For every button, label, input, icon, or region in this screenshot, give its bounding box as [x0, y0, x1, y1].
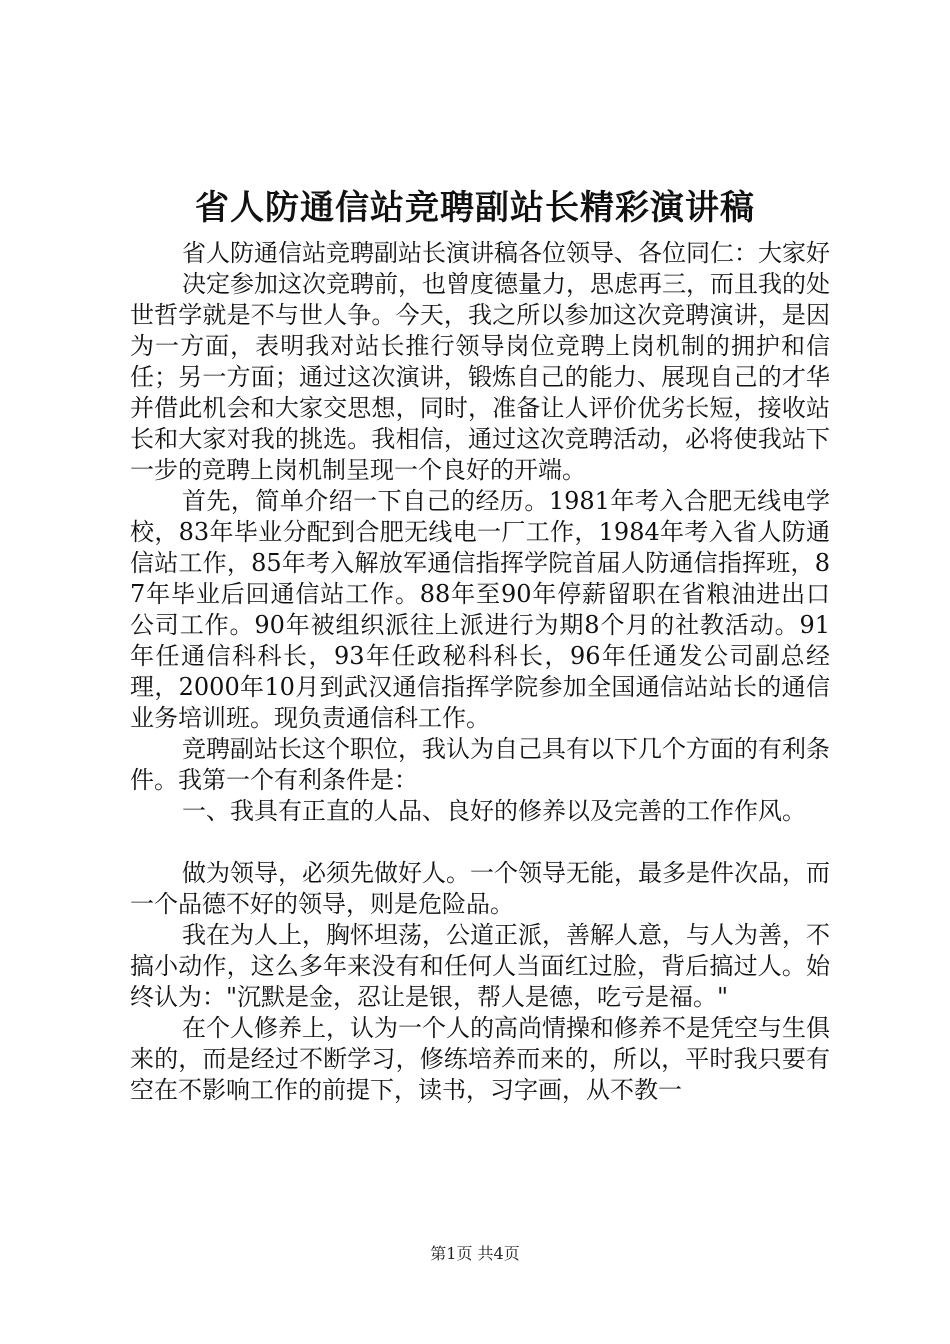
paragraph-leadership: 做为领导，必须先做好人。一个领导无能，最多是件次品，而一个品德不好的领导，则是危险品。 [130, 859, 830, 918]
paragraph-self-cultivation: 在个人修养上，认为一个人的高尚情操和修养不是凭空与生俱来的，而是经过不断学习，修练培养而来的，所以，平时我只要有空在不影响工作的前提下，读书，习字画，从不教一 [130, 1014, 830, 1104]
paragraph-heading-one: 一、我具有正直的人品、良好的修养以及完善的工作作风。 [182, 797, 806, 825]
page-footer: 第1页 共4页 [430, 1244, 520, 1263]
document-body [130, 238, 830, 1106]
paragraph-greeting: 省人防通信站竞聘副站长演讲稿各位领导、各位同仁：大家好 [182, 239, 830, 267]
paragraph-motivation: 决定参加这次竞聘前，也曾度德量力，思虑再三，而且我的处世哲学就是不与世人争。今天，我之所以参加这次竞聘演讲，是因为一方面，表明我对站长推行领导岗位竞聘上岗机制的拥护和信任；另一方面；通过这次演讲，锻炼自己的能力、展现自己的才华并借此机会和大家交思想，同时，准备让人评价优劣长短，接收站长和大家对我的挑选。我相信，通过这次竞聘活动，必将使我站下一步的竞聘上岗机制呈现一个良好的开端。 [130, 270, 830, 484]
paragraph-conditions-intro: 竞聘副站长这个职位，我认为自己具有以下几个方面的有利条件。我第一个有利条件是： [130, 735, 830, 794]
document-title: 省人防通信站竞聘副站长精彩演讲稿 [195, 188, 755, 228]
paragraph-experience: 首先，简单介绍一下自己的经历。1981年考入合肥无线电学校，83年毕业分配到合肥无线电一厂工作，1984年考入省人防通信站工作，85年考入解放军通信指挥学院首届人防通信指挥班，87年毕业后回通信站工作。88年至90年停薪留职在省粮油进出口公司工作。90年被组织派往上派进行为期8个月的社教活动。91年任通信科科长，93年任政秘科科长，96年任通发公司副总经理，2000年10月到武汉通信指挥学院参加全国通信站站长的通信业务培训班。现负责通信科工作。 [130, 487, 830, 732]
blank-line [130, 827, 830, 858]
paragraph-character: 我在为人上，胸怀坦荡，公道正派，善解人意，与人为善，不搞小动作，这么多年来没有和任何人当面红过脸，背后搞过人。始终认为："沉默是金，忍让是银，帮人是德，吃亏是福。" [130, 921, 830, 1011]
